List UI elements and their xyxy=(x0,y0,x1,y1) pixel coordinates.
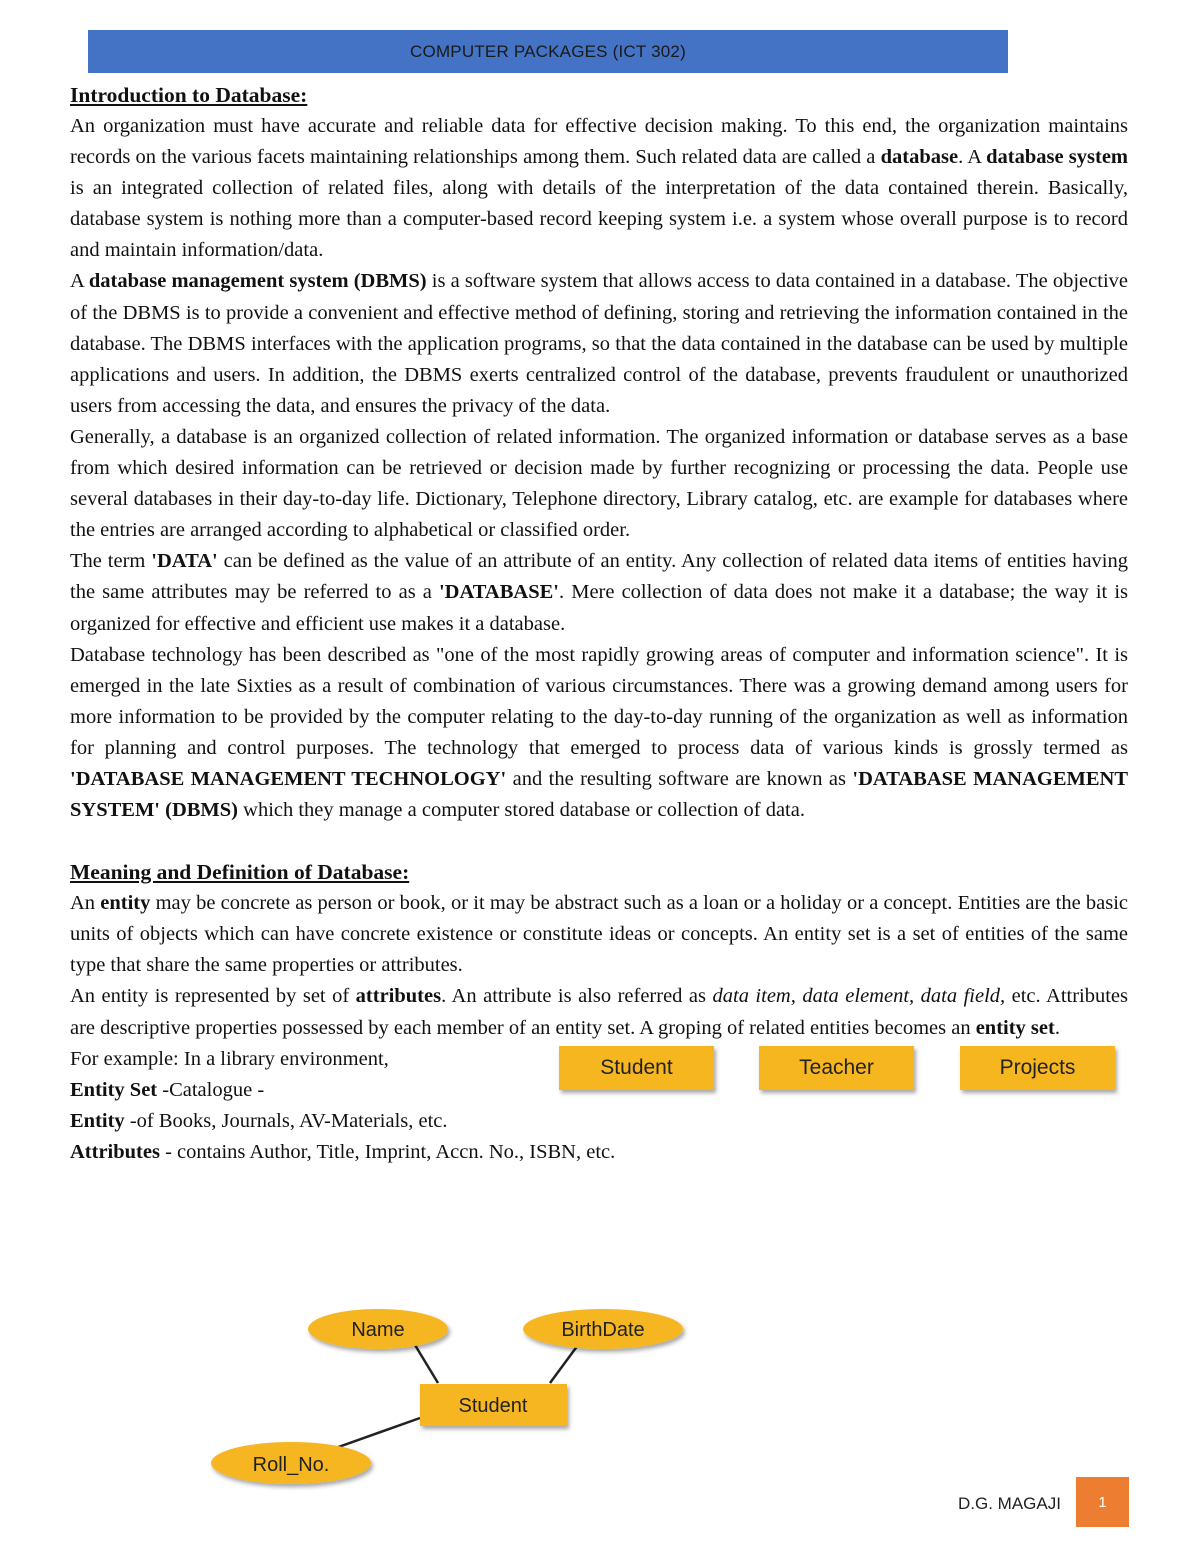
paragraph-generally: Generally, a database is an organized collection of related information. The organized information or database serves as a base from which desired information can be retrieved or decision made by further recognizing or processing the data. People use several databases in their day-to-day life. Dictionary, Telephone directory, Library catalog, etc. are example for databases where the entries are arranged according to alphabetical or classified order. xyxy=(70,425,1128,542)
entity-student-label: Student xyxy=(458,1395,528,1417)
attribute-rollno-label: Roll_No. xyxy=(252,1454,330,1476)
document-header-title: COMPUTER PACKAGES (ICT 302) xyxy=(410,41,686,61)
example-intro: For example: In a library environment, xyxy=(70,1047,389,1070)
page-number-badge xyxy=(1076,1477,1129,1527)
er-diagram xyxy=(0,1300,1200,1500)
paragraph-attributes: An entity is represented by set of attributes. An attribute is also referred as data item, data element, data field, etc. Attributes are descriptive properties possessed by each member of an entity set. A groping of related entities becomes an entity set. xyxy=(70,985,1128,1039)
example-entity-set: Entity Set -Catalogue - xyxy=(70,1078,265,1101)
connector-birthdate xyxy=(550,1345,578,1383)
example-entity: Entity -of Books, Journals, AV-Materials, etc. xyxy=(70,1109,448,1132)
attribute-name-label: Name xyxy=(351,1319,405,1341)
page-content xyxy=(70,80,1128,1172)
header-bar xyxy=(88,30,1008,73)
example-attributes: Attributes - contains Author, Title, Imprint, Accn. No., ISBN, etc. xyxy=(70,1140,616,1163)
section-heading-introduction: Introduction to Database: xyxy=(70,83,308,107)
entity-box-teacher: Teacher xyxy=(759,1046,914,1090)
paragraph-data-term: The term 'DATA' can be defined as the value of an attribute of an entity. Any collection of related data items of entities having the same attributes may be referred to as a 'DATABASE'. Mere collection of data does not make it a database; the way it is organized for effective and efficient use makes it a database. xyxy=(70,550,1129,635)
attribute-birthdate-label: BirthDate xyxy=(561,1319,645,1341)
footer-author: D.G. MAGAJI xyxy=(958,1494,1061,1513)
entity-box-student: Student xyxy=(559,1046,714,1090)
entity-box-projects: Projects xyxy=(960,1046,1115,1090)
page-number: 1 xyxy=(1098,1493,1107,1511)
connector-name xyxy=(415,1345,438,1383)
paragraph-entity: An entity may be concrete as person or book, or it may be abstract such as a loan or a holiday or a concept. Entities are the basic units of objects which can have concrete existence or constitute ideas or concepts. An entity set is a set of entities of the same type that share the same properties or attributes. xyxy=(70,892,1129,977)
paragraph-dbms: A database management system (DBMS) is a software system that allows access to data contained in a database. The objective of the DBMS is to provide a convenient and effective method of defining, storing and retrieving the information contained in the database. The DBMS interfaces with the application programs, so that the data contained in the database can be used by multiple applications and users. In addition, the DBMS exerts centralized control of the database, prevents fraudulent or unauthorized users from accessing the data, and ensures the privacy of the data. xyxy=(70,270,1128,417)
paragraph-intro: An organization must have accurate and reliable data for effective decision making. To this end, the organization maintains records on the various facets maintaining relationships among them. Such related data are called a database. A database system is an integrated collection of related files, along with details of the interpretation of the data contained therein. Basically, database system is nothing more than a computer-based record keeping system i.e. a system whose overall purpose is to record and maintain information/data. xyxy=(70,115,1129,262)
paragraph-technology: Database technology has been described as "one of the most rapidly growing areas of computer and information science". It is emerged in the late Sixties as a result of combination of various circumstances. There was a growing demand among users for more information to be provided by the computer relating to the day-to-day running of the organization as well as information for planning and control purposes. The technology that emerged to process data of various kinds is grossly termed as 'DATABASE MANAGEMENT TECHNOLOGY' and the resulting software are known as 'DATABASE MANAGEMENT SYSTEM' (DBMS) which they manage a computer stored database or collection of data. xyxy=(70,643,1128,822)
library-example xyxy=(70,1044,1128,1172)
section-heading-meaning: Meaning and Definition of Database: xyxy=(70,860,410,885)
connector-rollno xyxy=(330,1418,420,1450)
